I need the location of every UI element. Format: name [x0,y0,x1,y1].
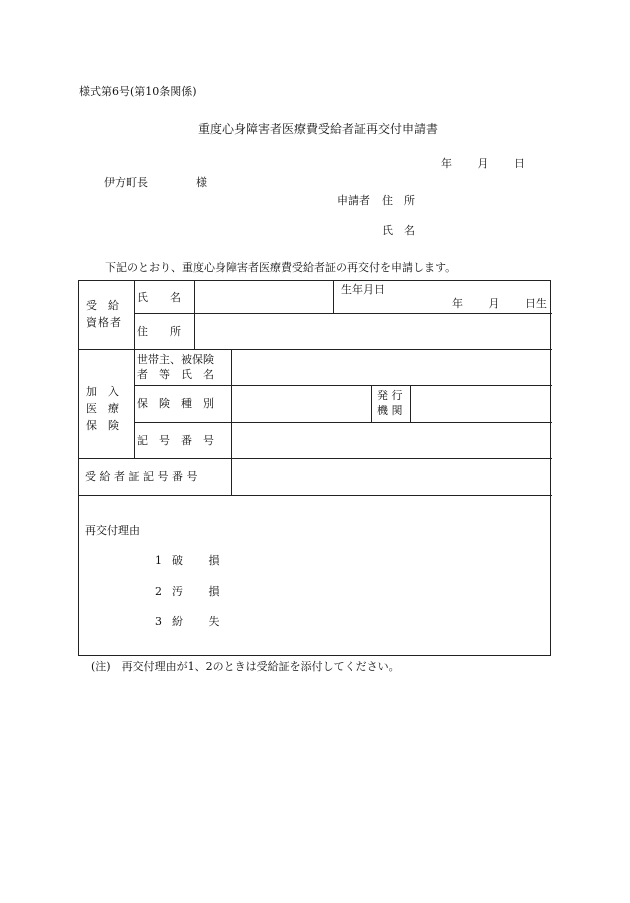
application-table [78,280,551,656]
honorific: 様 [196,176,207,189]
applicant-address-label: 住 所 [382,194,415,207]
intro-text: 下記のとおり、重度心身障害者医療費受給者証の再交付を申請します。 [105,261,457,274]
reason-option[interactable] [155,615,220,629]
address-label: 住 所 [137,325,181,338]
reason-option[interactable] [155,554,220,568]
household-head-label-line2: 者 等 氏 名 [137,368,214,381]
reason-number: 2 [155,585,162,598]
issuer-label-line1: 発 行 [377,389,403,402]
recipient-label-line1: 受 給 [86,299,119,312]
insurance-label-line1: 加 入 [86,385,119,398]
row-divider [79,495,552,496]
address-field[interactable] [195,314,551,348]
birth-date-field[interactable]: 年 月 日生 [452,297,547,310]
issuer-field[interactable] [411,386,551,421]
name-field[interactable] [195,282,332,312]
symbol-number-field[interactable] [232,423,551,457]
certificate-number-label: 受 給 者 証 記 号 番 号 [85,470,198,483]
reason-number: 3 [155,615,162,628]
form-title: 重度心身障害者医療費受給者証再交付申請書 [198,122,439,136]
certificate-number-field[interactable] [232,459,551,494]
insurance-type-field[interactable] [232,386,370,421]
insurance-label-line3: 保 険 [86,419,119,432]
applicant-label: 申請者 [337,194,370,207]
recipient-label-line2: 資格者 [86,316,122,329]
reason-title: 再交付理由 [85,524,140,537]
date-line[interactable]: 年 月 日 [441,157,525,170]
symbol-number-label: 記 号 番 号 [137,434,214,447]
birth-date-label: 生年月日 [341,283,385,296]
col-divider [333,281,334,313]
applicant-name-label: 氏 名 [382,224,415,237]
issuer-label-line2: 機 関 [377,404,403,417]
household-head-label-line1: 世帯主、被保険 [137,353,214,366]
reason-label: 破 損 [172,554,220,567]
insurance-label-line2: 医 療 [86,402,119,415]
reason-label: 汚 損 [172,585,220,598]
household-head-field[interactable] [232,350,551,384]
reason-option[interactable] [155,585,220,599]
addressee: 伊方町長 [104,176,148,189]
insurance-type-label: 保 険 種 別 [137,397,214,410]
col-divider [134,281,135,458]
name-label: 氏 名 [137,291,181,304]
form-number: 様式第6号(第10条関係) [79,85,197,98]
footnote: (注) 再交付理由が1、2のときは受給証を添付してください。 [91,660,400,673]
reason-number: 1 [155,554,162,567]
reason-label: 紛 失 [172,615,220,628]
col-divider [371,385,372,422]
